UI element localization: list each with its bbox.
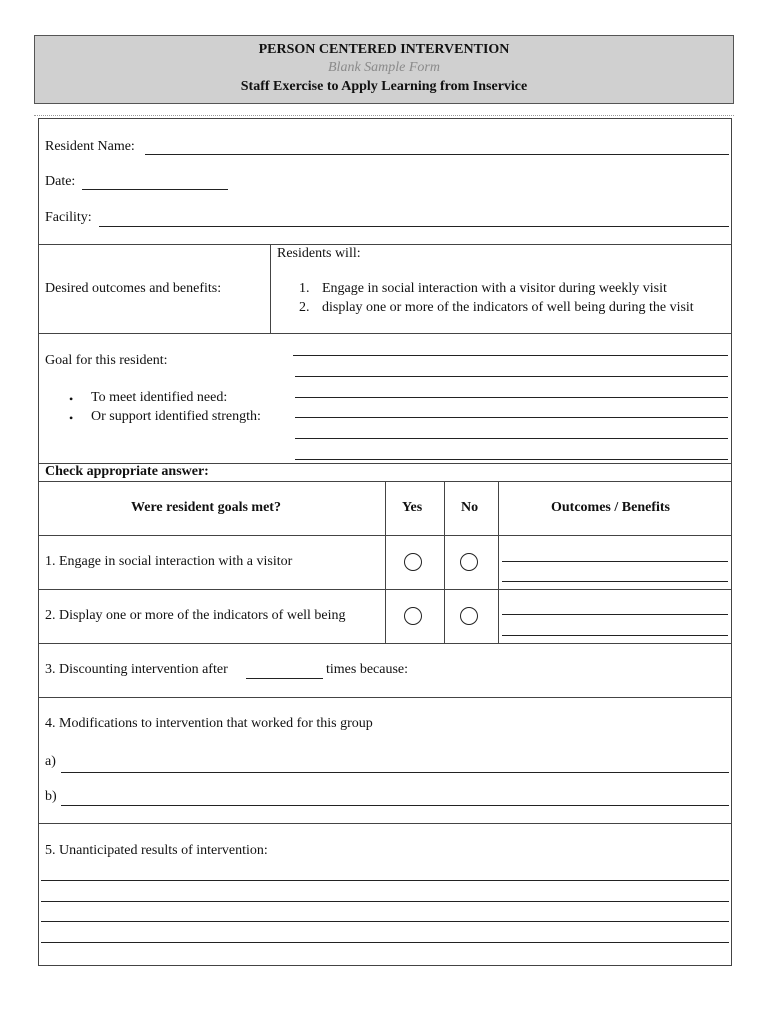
goal-label: Goal for this resident: <box>45 353 168 368</box>
goal-line[interactable] <box>295 376 728 377</box>
outcomes-benefits-header: Outcomes / Benefits <box>551 500 670 515</box>
date-field[interactable] <box>82 189 228 190</box>
goal-row-text: 2. Display one or more of the indicators of well being <box>45 608 346 623</box>
column-divider <box>270 244 271 333</box>
goal-line[interactable] <box>293 355 728 356</box>
goal-line[interactable] <box>295 459 728 460</box>
row-divider <box>39 244 731 245</box>
modifications-label: 4. Modifications to intervention that worked for this group <box>45 716 373 731</box>
desired-outcomes-label: Desired outcomes and benefits: <box>45 281 222 296</box>
no-header: No <box>461 500 479 515</box>
residents-will-label: Residents will: <box>277 246 361 261</box>
outcome-item-num: 2. <box>299 300 310 315</box>
unanticipated-line[interactable] <box>41 921 729 922</box>
outcome-line[interactable] <box>502 635 728 636</box>
yes-radio[interactable] <box>404 553 422 571</box>
unanticipated-label: 5. Unanticipated results of intervention: <box>45 843 268 858</box>
goal-need-label: To meet identified need: <box>91 390 228 405</box>
row-divider <box>39 589 731 590</box>
resident-name-label: Resident Name: <box>45 139 135 154</box>
bullet-icon: • <box>69 411 74 425</box>
column-divider <box>498 481 499 643</box>
form-title: PERSON CENTERED INTERVENTION <box>258 42 510 57</box>
goals-met-header: Were resident goals met? <box>131 500 281 515</box>
outcome-item-text: Engage in social interaction with a visitor during weekly visit <box>322 281 667 296</box>
no-radio[interactable] <box>460 553 478 571</box>
goal-strength-label: Or support identified strength: <box>91 409 261 424</box>
discounting-suffix: times because: <box>326 662 409 677</box>
bullet-icon: • <box>69 392 74 406</box>
column-divider <box>444 481 445 643</box>
form-header <box>34 35 734 104</box>
modification-b-field[interactable] <box>61 805 729 806</box>
row-divider <box>39 333 731 334</box>
outcome-line[interactable] <box>502 561 728 562</box>
outcome-line[interactable] <box>502 581 728 582</box>
outcome-item-num: 1. <box>299 281 310 296</box>
no-radio[interactable] <box>460 607 478 625</box>
goal-row-text: 1. Engage in social interaction with a visitor <box>45 554 293 569</box>
check-answer-label: Check appropriate answer: <box>45 464 209 479</box>
discounting-times-field[interactable] <box>246 678 323 679</box>
date-label: Date: <box>45 174 76 189</box>
yes-header: Yes <box>402 500 423 515</box>
modification-b-label: b) <box>45 789 57 804</box>
column-divider <box>385 481 386 643</box>
dotted-divider <box>34 115 734 116</box>
row-divider <box>39 823 731 824</box>
goal-line[interactable] <box>295 397 728 398</box>
modification-a-field[interactable] <box>61 772 729 773</box>
facility-label: Facility: <box>45 210 92 225</box>
outcome-item-text: display one or more of the indicators of well being during the visit <box>322 300 694 315</box>
unanticipated-line[interactable] <box>41 880 729 881</box>
facility-field[interactable] <box>99 226 729 227</box>
resident-name-field[interactable] <box>145 154 729 155</box>
modification-a-label: a) <box>45 754 56 769</box>
row-divider <box>39 643 731 644</box>
discounting-label: 3. Discounting intervention after <box>45 662 228 677</box>
row-divider <box>39 535 731 536</box>
form-body <box>38 118 732 966</box>
yes-radio[interactable] <box>404 607 422 625</box>
row-divider <box>39 697 731 698</box>
outcome-line[interactable] <box>502 614 728 615</box>
unanticipated-line[interactable] <box>41 942 729 943</box>
form-exercise-title: Staff Exercise to Apply Learning from Inservice <box>240 79 528 94</box>
unanticipated-line[interactable] <box>41 901 729 902</box>
goal-line[interactable] <box>295 417 728 418</box>
form-subtitle: Blank Sample Form <box>328 60 440 75</box>
goal-line[interactable] <box>295 438 728 439</box>
